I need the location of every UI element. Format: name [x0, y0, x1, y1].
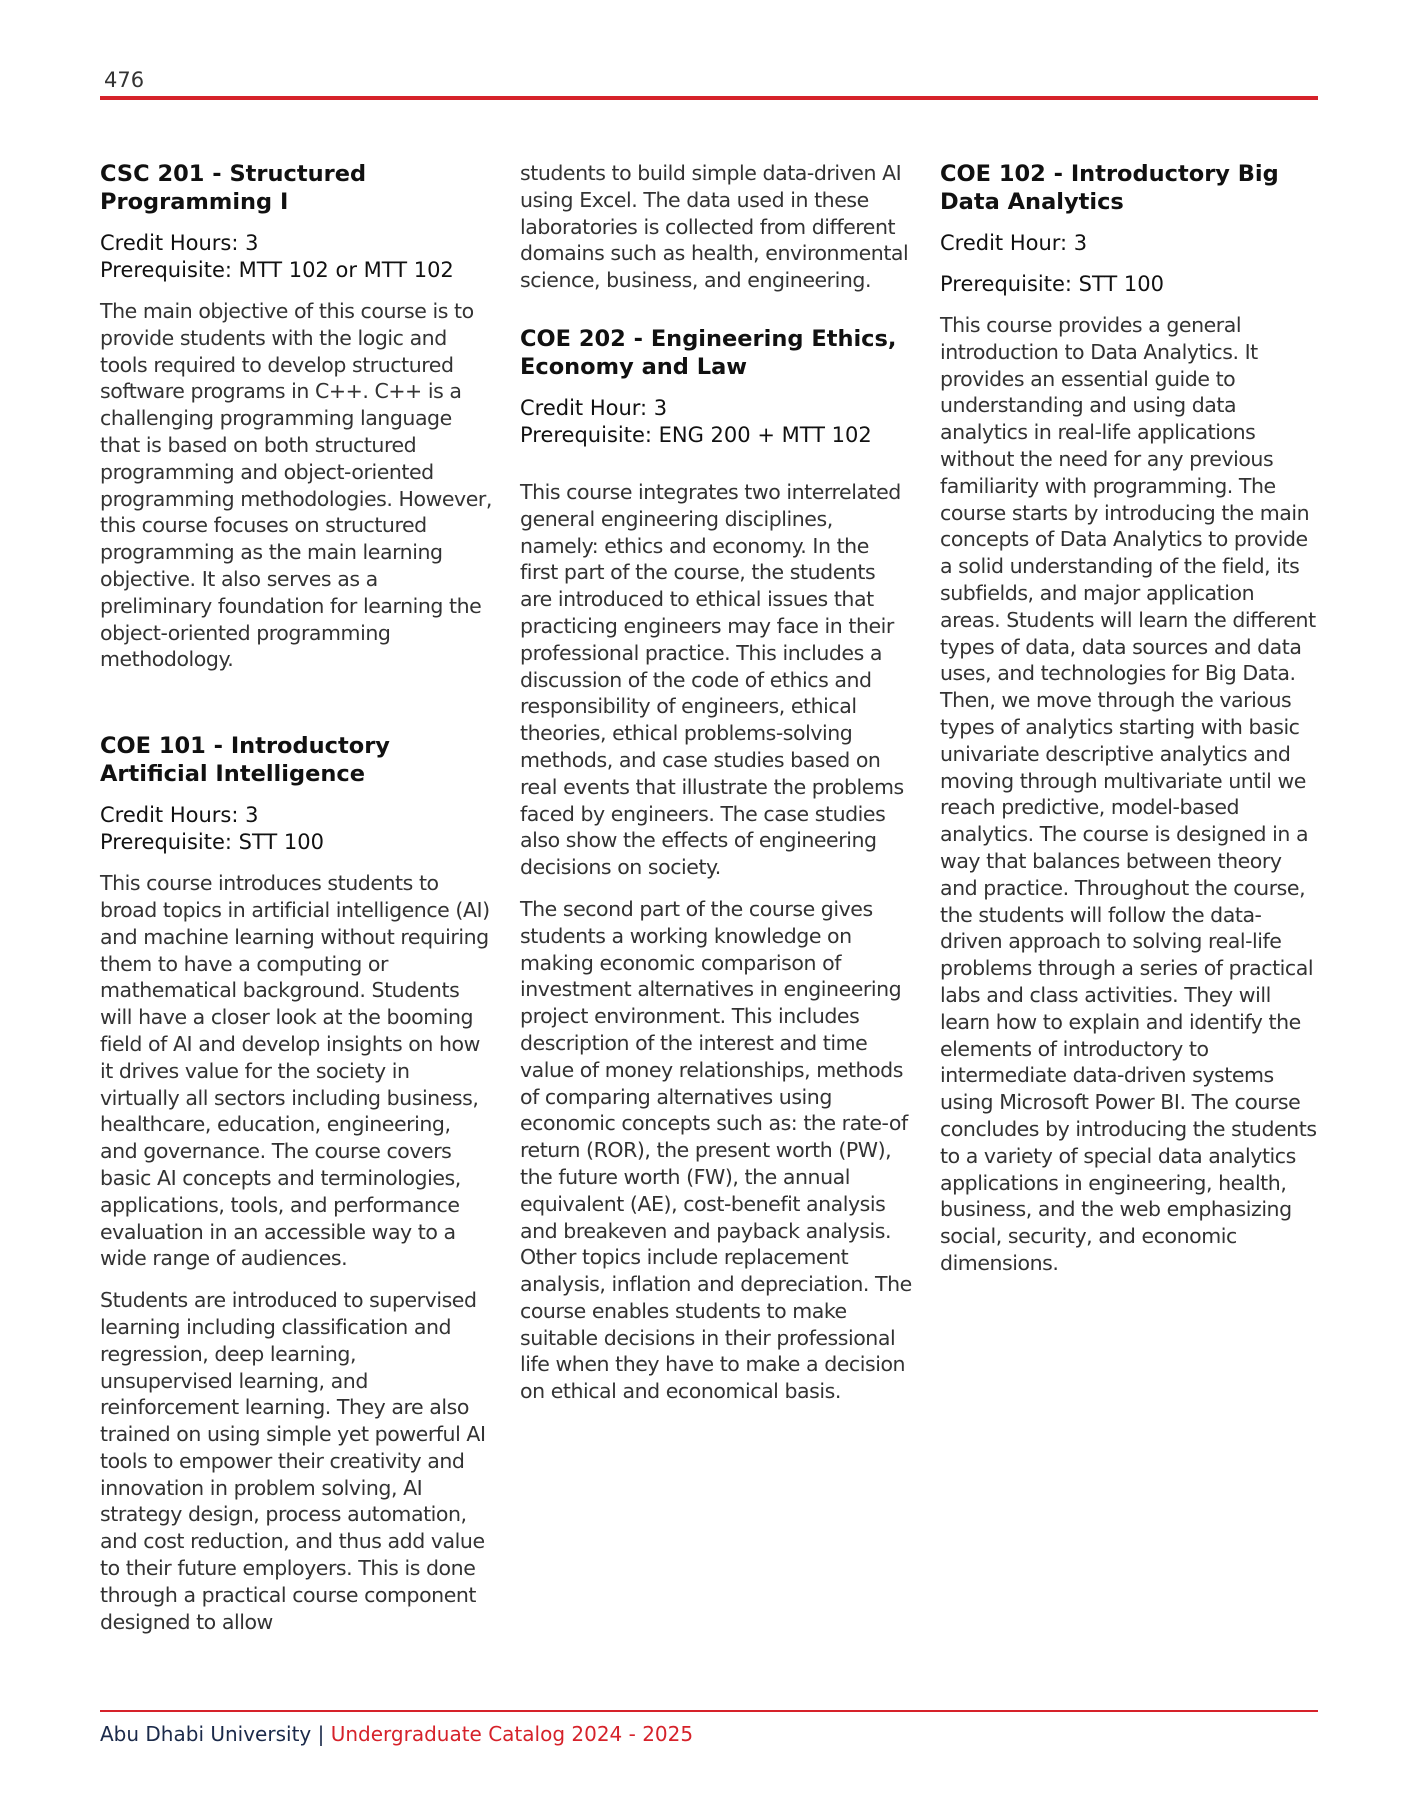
- course-title: COE 202 - Engineering Ethics, Economy and Law: [520, 325, 897, 380]
- course-credit-prereq: Credit Hour: 3 Prerequisite: ENG 200 + MTT 102: [520, 395, 872, 447]
- course-description-continuation: students to build simple data-driven AI using Excel. The data used in these laboratories is collected from different domains such as health, environmental science, business, and engineering.: [520, 161, 909, 293]
- spacer: [520, 309, 912, 325]
- course-coe-101: [100, 732, 492, 1635]
- spacer: [100, 688, 492, 732]
- course-credit-prereq: Credit Hours: 3 Prerequisite: STT 100: [100, 803, 325, 855]
- course-coe-102: [940, 160, 1320, 1277]
- course-description: The second part of the course gives students a working knowledge on making economic comparison of investment alternatives in engineering project environment. This includes description of the interest and time value of money relationships, methods of comparing alternatives using economic concepts such as: the rate-of return (ROR), the present worth (PW), the future worth (FW), the annual equivalent (AE), cost-benefit analysis and breakeven and payback analysis. Other topics include replacement analysis, inflation and depreciation. The course enables students to make suitable decisions in their professional life when they have to make a decision on ethical and economical basis.: [520, 896, 912, 1404]
- course-coe-202: [520, 325, 912, 1405]
- course-prerequisite: Prerequisite: STT 100: [940, 272, 1165, 296]
- course-title: COE 101 - Introductory Artificial Intelligence: [100, 733, 390, 788]
- course-description: This course provides a general introduction to Data Analytics. It provides an essential guide to understanding and using data analytics in real-life applications without the need for any previous familiarity with programming. The course starts by introducing the main concepts of Data Analytics to provide a solid understanding of the field, its subfields, and major application areas. Students will learn the different types of data, data sources and data uses, and technologies for Big Data. Then, we move through the various types of analytics starting with basic univariate descriptive analytics and moving through multivariate until we reach predictive, model-based analytics. The course is designed in a way that balances between theory and practice. Throughout the course, the students will follow the data-driven approach to solving real-life problems through a series of practical labs and class activities. They will learn how to explain and identify the elements of introductory to intermediate data-driven systems using Microsoft Power BI. The course concludes by introducing the students to a variety of special data analytics applications in engineering, health, business, and the web emphasizing social, security, and economic dimensions.: [940, 313, 1317, 1275]
- course-credit-prereq: Credit Hours: 3 Prerequisite: MTT 102 or MTT 102: [100, 231, 454, 282]
- footer: [100, 1721, 693, 1747]
- header-divider: [100, 96, 1318, 100]
- footer-university: Abu Dhabi University: [100, 1722, 312, 1746]
- course-description: This course introduces students to broad topics in artificial intelligence (AI) and machine learning without requiring them to have a computing or mathematical background. Students will have a closer look at the booming field of AI and develop insights on how it drives value for the society in virtually all sectors including business, healthcare, education, engineering, and governance. The course covers basic AI concepts and terminologies, applications, tools, and performance evaluation in an accessible way to a wide range of audiences.: [100, 871, 490, 1271]
- footer-separator: |: [317, 1722, 325, 1746]
- footer-catalog: Undergraduate Catalog 2024 - 2025: [330, 1722, 694, 1746]
- course-description: The main objective of this course is to provide students with the logic and tools required to develop structured software programs in C++. C++ is a challenging programming language that is based on both structured programming and object-oriented programming methodologies. However, this course focuses on structured programming as the main learning objective. It also serves as a preliminary foundation for learning the object-oriented programming methodology.: [100, 299, 492, 672]
- column-left: [100, 160, 492, 1650]
- course-csc-201: [100, 160, 492, 673]
- course-title: COE 102 - Introductory Big Data Analytics: [940, 161, 1279, 215]
- course-description: Students are introduced to supervised learning including classification and regression, deep learning, unsupervised learning, and reinforcement learning. They are also trained on using simple yet powerful AI tools to empower their creativity and innovation in problem solving, AI strategy design, process automation, and cost reduction, and thus add value to their future employers. This is done through a practical course component designed to allow: [100, 1288, 486, 1634]
- column-middle: [520, 160, 912, 1420]
- course-description: This course integrates two interrelated general engineering disciplines, namely: ethics and economy. In the first part of the course, the students are introduced to ethical issues that practicing engineers may face in their professional practice. This includes a discussion of the code of ethics and responsibility of engineers, ethical theories, ethical problems-solving methods, and case studies based on real events that illustrate the problems faced by engineers. The case studies also show the effects of engineering decisions on society.: [520, 479, 904, 880]
- footer-divider: [100, 1710, 1318, 1712]
- spacer: [520, 463, 912, 479]
- page-number: 476: [104, 68, 145, 92]
- course-title: CSC 201 - Structured Programming I: [100, 161, 367, 215]
- column-right: [940, 160, 1320, 1292]
- course-credit: Credit Hour: 3: [940, 231, 1088, 255]
